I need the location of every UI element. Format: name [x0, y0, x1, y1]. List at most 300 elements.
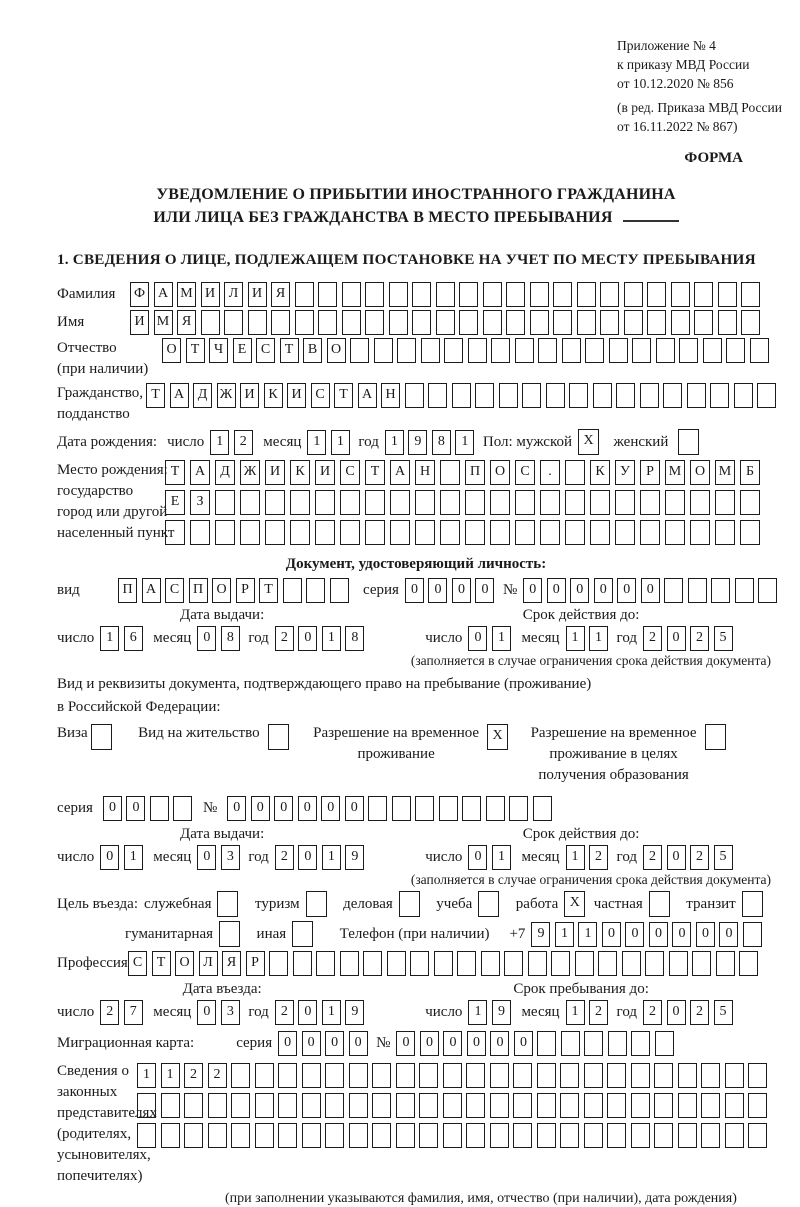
form-cell[interactable]	[396, 1123, 415, 1148]
form-cell[interactable]	[584, 1063, 603, 1088]
form-cell[interactable]	[161, 1123, 180, 1148]
form-cell[interactable]	[530, 310, 549, 335]
birth-month-cells[interactable]	[307, 430, 354, 455]
form-cell[interactable]: Р	[246, 951, 265, 976]
form-cell[interactable]: 1	[468, 1000, 487, 1025]
form-cell[interactable]: 0	[641, 578, 660, 603]
form-cell[interactable]: У	[615, 460, 635, 485]
form-cell[interactable]	[490, 1123, 509, 1148]
form-cell[interactable]: С	[311, 383, 330, 408]
form-cell[interactable]: И	[315, 460, 335, 485]
form-cell[interactable]	[265, 490, 285, 515]
birth-year-cells[interactable]	[385, 430, 479, 455]
form-cell[interactable]	[640, 520, 660, 545]
form-cell[interactable]: А	[190, 460, 210, 485]
form-cell[interactable]	[318, 310, 337, 335]
residence-valid-year-cells[interactable]	[643, 845, 737, 870]
form-cell[interactable]: 0	[617, 578, 636, 603]
form-cell[interactable]: Ф	[130, 282, 149, 307]
form-cell[interactable]	[656, 338, 675, 363]
form-cell[interactable]	[740, 490, 760, 515]
form-cell[interactable]: 2	[275, 845, 294, 870]
form-cell[interactable]	[710, 383, 729, 408]
form-cell[interactable]	[631, 1093, 650, 1118]
form-cell[interactable]: И	[248, 282, 267, 307]
form-cell[interactable]	[443, 1093, 462, 1118]
form-cell[interactable]	[509, 796, 528, 821]
form-cell[interactable]: 0	[197, 1000, 216, 1025]
form-cell[interactable]	[208, 1123, 227, 1148]
form-cell[interactable]	[302, 1123, 321, 1148]
form-cell[interactable]	[565, 460, 585, 485]
form-cell[interactable]	[678, 429, 699, 455]
form-cell[interactable]	[392, 796, 411, 821]
form-cell[interactable]	[678, 1093, 697, 1118]
form-cell[interactable]	[607, 1093, 626, 1118]
form-cell[interactable]	[515, 520, 535, 545]
identity-valid-month-cells[interactable]	[566, 626, 613, 651]
form-cell[interactable]: 2	[234, 430, 253, 455]
form-cell[interactable]	[757, 383, 776, 408]
form-cell[interactable]	[302, 1063, 321, 1088]
form-cell[interactable]: 0	[696, 922, 715, 947]
form-cell[interactable]	[340, 520, 360, 545]
form-cell[interactable]	[389, 310, 408, 335]
form-cell[interactable]	[436, 282, 455, 307]
form-cell[interactable]: 0	[298, 796, 317, 821]
form-cell[interactable]	[465, 520, 485, 545]
form-cell[interactable]	[537, 1063, 556, 1088]
form-cell[interactable]	[726, 338, 745, 363]
form-cell[interactable]	[349, 1063, 368, 1088]
form-cell[interactable]	[478, 891, 499, 917]
form-cell[interactable]	[325, 1093, 344, 1118]
form-cell[interactable]	[640, 490, 660, 515]
form-cell[interactable]: О	[175, 951, 194, 976]
form-cell[interactable]	[255, 1063, 274, 1088]
form-cell[interactable]: 2	[643, 1000, 662, 1025]
form-cell[interactable]	[161, 1093, 180, 1118]
form-cell[interactable]	[466, 1063, 485, 1088]
form-cell[interactable]: 1	[492, 626, 511, 651]
birthplace-cells-row1[interactable]	[165, 460, 765, 485]
form-cell[interactable]: 0	[514, 1031, 533, 1056]
form-cell[interactable]	[397, 338, 416, 363]
form-cell[interactable]: 0	[672, 922, 691, 947]
form-cell[interactable]: А	[142, 578, 161, 603]
form-cell[interactable]: Т	[152, 951, 171, 976]
form-cell[interactable]	[412, 282, 431, 307]
form-cell[interactable]: 5	[714, 626, 733, 651]
form-cell[interactable]: Я	[222, 951, 241, 976]
form-cell[interactable]: 0	[298, 1000, 317, 1025]
form-cell[interactable]: П	[189, 578, 208, 603]
purpose-other-checkbox[interactable]	[292, 921, 318, 947]
form-cell[interactable]	[365, 490, 385, 515]
stay-year-cells[interactable]	[643, 1000, 737, 1025]
form-cell[interactable]: М	[665, 460, 685, 485]
form-cell[interactable]	[593, 383, 612, 408]
form-cell[interactable]: X	[487, 724, 508, 750]
form-cell[interactable]: А	[154, 282, 173, 307]
form-cell[interactable]	[184, 1093, 203, 1118]
form-cell[interactable]: .	[540, 460, 560, 485]
form-cell[interactable]: 9	[531, 922, 550, 947]
form-cell[interactable]: 2	[275, 1000, 294, 1025]
form-cell[interactable]: 0	[251, 796, 270, 821]
form-cell[interactable]	[560, 1063, 579, 1088]
form-cell[interactable]	[654, 1093, 673, 1118]
form-cell[interactable]	[528, 951, 547, 976]
form-cell[interactable]: 1	[589, 626, 608, 651]
form-cell[interactable]	[452, 383, 471, 408]
form-cell[interactable]	[150, 796, 169, 821]
form-cell[interactable]	[419, 1123, 438, 1148]
form-cell[interactable]	[560, 1123, 579, 1148]
form-cell[interactable]	[459, 310, 478, 335]
form-cell[interactable]	[533, 796, 552, 821]
form-cell[interactable]: К	[290, 460, 310, 485]
representatives-cells-row3[interactable]	[137, 1123, 772, 1148]
form-cell[interactable]	[440, 490, 460, 515]
form-cell[interactable]: Т	[365, 460, 385, 485]
form-cell[interactable]	[553, 310, 572, 335]
form-cell[interactable]	[600, 310, 619, 335]
form-cell[interactable]: 1	[566, 845, 585, 870]
form-cell[interactable]	[459, 282, 478, 307]
form-cell[interactable]: 0	[126, 796, 145, 821]
form-cell[interactable]	[742, 891, 763, 917]
form-cell[interactable]	[396, 1093, 415, 1118]
form-cell[interactable]	[748, 1063, 767, 1088]
form-cell[interactable]	[718, 282, 737, 307]
form-cell[interactable]	[325, 1123, 344, 1148]
form-cell[interactable]	[504, 951, 523, 976]
form-cell[interactable]	[410, 951, 429, 976]
form-cell[interactable]	[372, 1063, 391, 1088]
form-cell[interactable]	[201, 310, 220, 335]
form-cell[interactable]	[598, 951, 617, 976]
form-cell[interactable]: 0	[467, 1031, 486, 1056]
form-cell[interactable]	[631, 1123, 650, 1148]
form-cell[interactable]	[690, 490, 710, 515]
form-cell[interactable]: 0	[667, 1000, 686, 1025]
form-cell[interactable]: 0	[594, 578, 613, 603]
form-cell[interactable]	[692, 951, 711, 976]
form-cell[interactable]: 0	[420, 1031, 439, 1056]
form-cell[interactable]	[292, 921, 313, 947]
birth-day-cells[interactable]	[210, 430, 257, 455]
form-cell[interactable]	[231, 1093, 250, 1118]
form-cell[interactable]	[255, 1093, 274, 1118]
form-cell[interactable]	[443, 1123, 462, 1148]
form-cell[interactable]: 9	[408, 430, 427, 455]
form-cell[interactable]	[428, 383, 447, 408]
form-cell[interactable]	[374, 338, 393, 363]
form-cell[interactable]	[468, 338, 487, 363]
form-cell[interactable]	[215, 520, 235, 545]
option-temp-residence-checkbox[interactable]	[487, 724, 513, 750]
form-cell[interactable]	[342, 282, 361, 307]
form-cell[interactable]	[315, 490, 335, 515]
form-cell[interactable]: О	[212, 578, 231, 603]
form-cell[interactable]: 7	[124, 1000, 143, 1025]
form-cell[interactable]: М	[154, 310, 173, 335]
form-cell[interactable]	[137, 1093, 156, 1118]
form-cell[interactable]	[622, 951, 641, 976]
form-cell[interactable]	[215, 490, 235, 515]
form-cell[interactable]	[491, 338, 510, 363]
purpose-transit-checkbox[interactable]	[742, 891, 768, 917]
form-cell[interactable]: Е	[165, 490, 185, 515]
form-cell[interactable]	[499, 383, 518, 408]
form-cell[interactable]	[421, 338, 440, 363]
form-cell[interactable]: С	[340, 460, 360, 485]
purpose-study-checkbox[interactable]	[478, 891, 504, 917]
form-cell[interactable]	[640, 383, 659, 408]
form-cell[interactable]	[647, 310, 666, 335]
form-cell[interactable]: 0	[405, 578, 424, 603]
form-cell[interactable]	[513, 1093, 532, 1118]
form-cell[interactable]	[540, 490, 560, 515]
form-cell[interactable]	[325, 1063, 344, 1088]
form-cell[interactable]: Р	[640, 460, 660, 485]
sex-female-checkbox[interactable]	[678, 429, 704, 455]
form-cell[interactable]	[584, 1093, 603, 1118]
form-cell[interactable]: 1	[322, 1000, 341, 1025]
form-cell[interactable]	[537, 1093, 556, 1118]
identity-doc-series-cells[interactable]	[405, 578, 499, 603]
form-cell[interactable]	[515, 490, 535, 515]
form-cell[interactable]: 0	[100, 845, 119, 870]
form-cell[interactable]	[688, 578, 707, 603]
form-cell[interactable]	[365, 310, 384, 335]
identity-issue-day-cells[interactable]	[100, 626, 147, 651]
form-cell[interactable]: 1	[555, 922, 574, 947]
form-cell[interactable]	[655, 1031, 674, 1056]
form-cell[interactable]	[725, 1123, 744, 1148]
form-cell[interactable]	[365, 282, 384, 307]
form-cell[interactable]: 5	[714, 845, 733, 870]
form-cell[interactable]: 2	[690, 845, 709, 870]
form-cell[interactable]	[268, 724, 289, 750]
form-cell[interactable]	[330, 578, 349, 603]
form-cell[interactable]: 1	[566, 626, 585, 651]
form-cell[interactable]	[290, 490, 310, 515]
form-cell[interactable]: 0	[302, 1031, 321, 1056]
form-cell[interactable]	[240, 490, 260, 515]
purpose-business-checkbox[interactable]	[399, 891, 425, 917]
birthplace-cells-row2[interactable]	[165, 490, 765, 515]
form-cell[interactable]: Т	[165, 460, 185, 485]
form-cell[interactable]	[340, 490, 360, 515]
form-cell[interactable]	[318, 282, 337, 307]
form-cell[interactable]	[302, 1093, 321, 1118]
form-cell[interactable]: К	[264, 383, 283, 408]
form-cell[interactable]	[701, 1093, 720, 1118]
form-cell[interactable]: 8	[345, 626, 364, 651]
form-cell[interactable]: 0	[452, 578, 471, 603]
form-cell[interactable]: 1	[578, 922, 597, 947]
form-cell[interactable]	[647, 282, 666, 307]
form-cell[interactable]: 8	[432, 430, 451, 455]
form-cell[interactable]	[415, 520, 435, 545]
birthplace-cells-row3[interactable]	[165, 520, 765, 545]
form-cell[interactable]	[173, 796, 192, 821]
form-cell[interactable]	[278, 1093, 297, 1118]
form-cell[interactable]	[350, 338, 369, 363]
identity-issue-month-cells[interactable]	[197, 626, 244, 651]
form-cell[interactable]: 1	[100, 626, 119, 651]
form-cell[interactable]	[584, 1123, 603, 1148]
option-visa-checkbox[interactable]	[91, 724, 117, 750]
form-cell[interactable]: 0	[345, 796, 364, 821]
form-cell[interactable]	[701, 1123, 720, 1148]
form-cell[interactable]: 0	[667, 626, 686, 651]
migration-card-number-cells[interactable]	[396, 1031, 678, 1056]
form-cell[interactable]	[577, 310, 596, 335]
form-cell[interactable]: 1	[385, 430, 404, 455]
form-cell[interactable]	[440, 520, 460, 545]
form-cell[interactable]: А	[358, 383, 377, 408]
stay-day-cells[interactable]	[468, 1000, 515, 1025]
form-cell[interactable]	[315, 520, 335, 545]
form-cell[interactable]: 1	[455, 430, 474, 455]
form-cell[interactable]: Ч	[209, 338, 228, 363]
form-cell[interactable]: 8	[221, 626, 240, 651]
form-cell[interactable]	[654, 1063, 673, 1088]
form-cell[interactable]	[434, 951, 453, 976]
form-cell[interactable]	[462, 796, 481, 821]
form-cell[interactable]	[513, 1123, 532, 1148]
form-cell[interactable]: А	[170, 383, 189, 408]
form-cell[interactable]	[565, 490, 585, 515]
form-cell[interactable]: 0	[570, 578, 589, 603]
form-cell[interactable]	[208, 1093, 227, 1118]
form-cell[interactable]	[561, 1031, 580, 1056]
form-cell[interactable]	[490, 490, 510, 515]
form-cell[interactable]: 1	[492, 845, 511, 870]
form-cell[interactable]: X	[578, 429, 599, 455]
form-cell[interactable]: 2	[208, 1063, 227, 1088]
form-cell[interactable]: 0	[278, 1031, 297, 1056]
purpose-official-checkbox[interactable]	[217, 891, 243, 917]
form-cell[interactable]	[565, 520, 585, 545]
form-cell[interactable]: З	[190, 490, 210, 515]
form-cell[interactable]: 0	[625, 922, 644, 947]
form-cell[interactable]	[553, 282, 572, 307]
form-cell[interactable]	[340, 951, 359, 976]
form-cell[interactable]	[190, 520, 210, 545]
form-cell[interactable]	[466, 1093, 485, 1118]
form-cell[interactable]: 0	[468, 845, 487, 870]
form-cell[interactable]: 1	[210, 430, 229, 455]
form-cell[interactable]	[466, 1123, 485, 1148]
form-cell[interactable]	[705, 724, 726, 750]
entry-year-cells[interactable]	[275, 1000, 369, 1025]
form-cell[interactable]	[538, 338, 557, 363]
surname-cells[interactable]	[130, 282, 765, 307]
form-cell[interactable]	[349, 1093, 368, 1118]
form-cell[interactable]	[184, 1123, 203, 1148]
form-cell[interactable]: Б	[740, 460, 760, 485]
entry-month-cells[interactable]	[197, 1000, 244, 1025]
form-cell[interactable]	[725, 1063, 744, 1088]
form-cell[interactable]: Т	[334, 383, 353, 408]
form-cell[interactable]	[316, 951, 335, 976]
form-cell[interactable]	[725, 1093, 744, 1118]
form-cell[interactable]: 0	[349, 1031, 368, 1056]
form-cell[interactable]: И	[201, 282, 220, 307]
form-cell[interactable]	[609, 338, 628, 363]
form-cell[interactable]: 0	[197, 626, 216, 651]
form-cell[interactable]	[616, 383, 635, 408]
form-cell[interactable]: 9	[345, 845, 364, 870]
form-cell[interactable]	[560, 1093, 579, 1118]
form-cell[interactable]	[390, 520, 410, 545]
form-cell[interactable]	[577, 282, 596, 307]
form-cell[interactable]: 0	[197, 845, 216, 870]
form-cell[interactable]	[694, 282, 713, 307]
form-cell[interactable]	[654, 1123, 673, 1148]
form-cell[interactable]	[483, 282, 502, 307]
form-cell[interactable]	[537, 1123, 556, 1148]
form-cell[interactable]	[740, 520, 760, 545]
representatives-cells-row2[interactable]	[137, 1093, 772, 1118]
form-cell[interactable]: 3	[221, 845, 240, 870]
form-cell[interactable]: Т	[146, 383, 165, 408]
form-cell[interactable]: 2	[643, 626, 662, 651]
identity-valid-day-cells[interactable]	[468, 626, 515, 651]
form-cell[interactable]: 0	[602, 922, 621, 947]
form-cell[interactable]	[703, 338, 722, 363]
form-cell[interactable]	[715, 520, 735, 545]
form-cell[interactable]	[540, 520, 560, 545]
form-cell[interactable]: Т	[280, 338, 299, 363]
form-cell[interactable]: 9	[345, 1000, 364, 1025]
form-cell[interactable]: Я	[271, 282, 290, 307]
form-cell[interactable]: Л	[199, 951, 218, 976]
form-cell[interactable]	[293, 951, 312, 976]
form-cell[interactable]	[475, 383, 494, 408]
form-cell[interactable]: 2	[589, 845, 608, 870]
form-cell[interactable]	[718, 310, 737, 335]
form-cell[interactable]	[645, 951, 664, 976]
form-cell[interactable]	[419, 1093, 438, 1118]
form-cell[interactable]	[551, 951, 570, 976]
form-cell[interactable]	[711, 578, 730, 603]
form-cell[interactable]: 0	[396, 1031, 415, 1056]
form-cell[interactable]: 1	[331, 430, 350, 455]
form-cell[interactable]	[624, 282, 643, 307]
form-cell[interactable]	[306, 891, 327, 917]
form-cell[interactable]	[490, 1093, 509, 1118]
form-cell[interactable]	[739, 951, 758, 976]
form-cell[interactable]: 0	[428, 578, 447, 603]
form-cell[interactable]: 0	[298, 626, 317, 651]
form-cell[interactable]: И	[287, 383, 306, 408]
form-cell[interactable]	[515, 338, 534, 363]
form-cell[interactable]	[608, 1031, 627, 1056]
purpose-work-checkbox[interactable]	[564, 891, 590, 917]
form-cell[interactable]	[569, 383, 588, 408]
form-cell[interactable]	[600, 282, 619, 307]
form-cell[interactable]	[748, 1123, 767, 1148]
form-cell[interactable]	[387, 951, 406, 976]
form-cell[interactable]	[665, 520, 685, 545]
form-cell[interactable]: 0	[321, 796, 340, 821]
form-cell[interactable]	[607, 1123, 626, 1148]
